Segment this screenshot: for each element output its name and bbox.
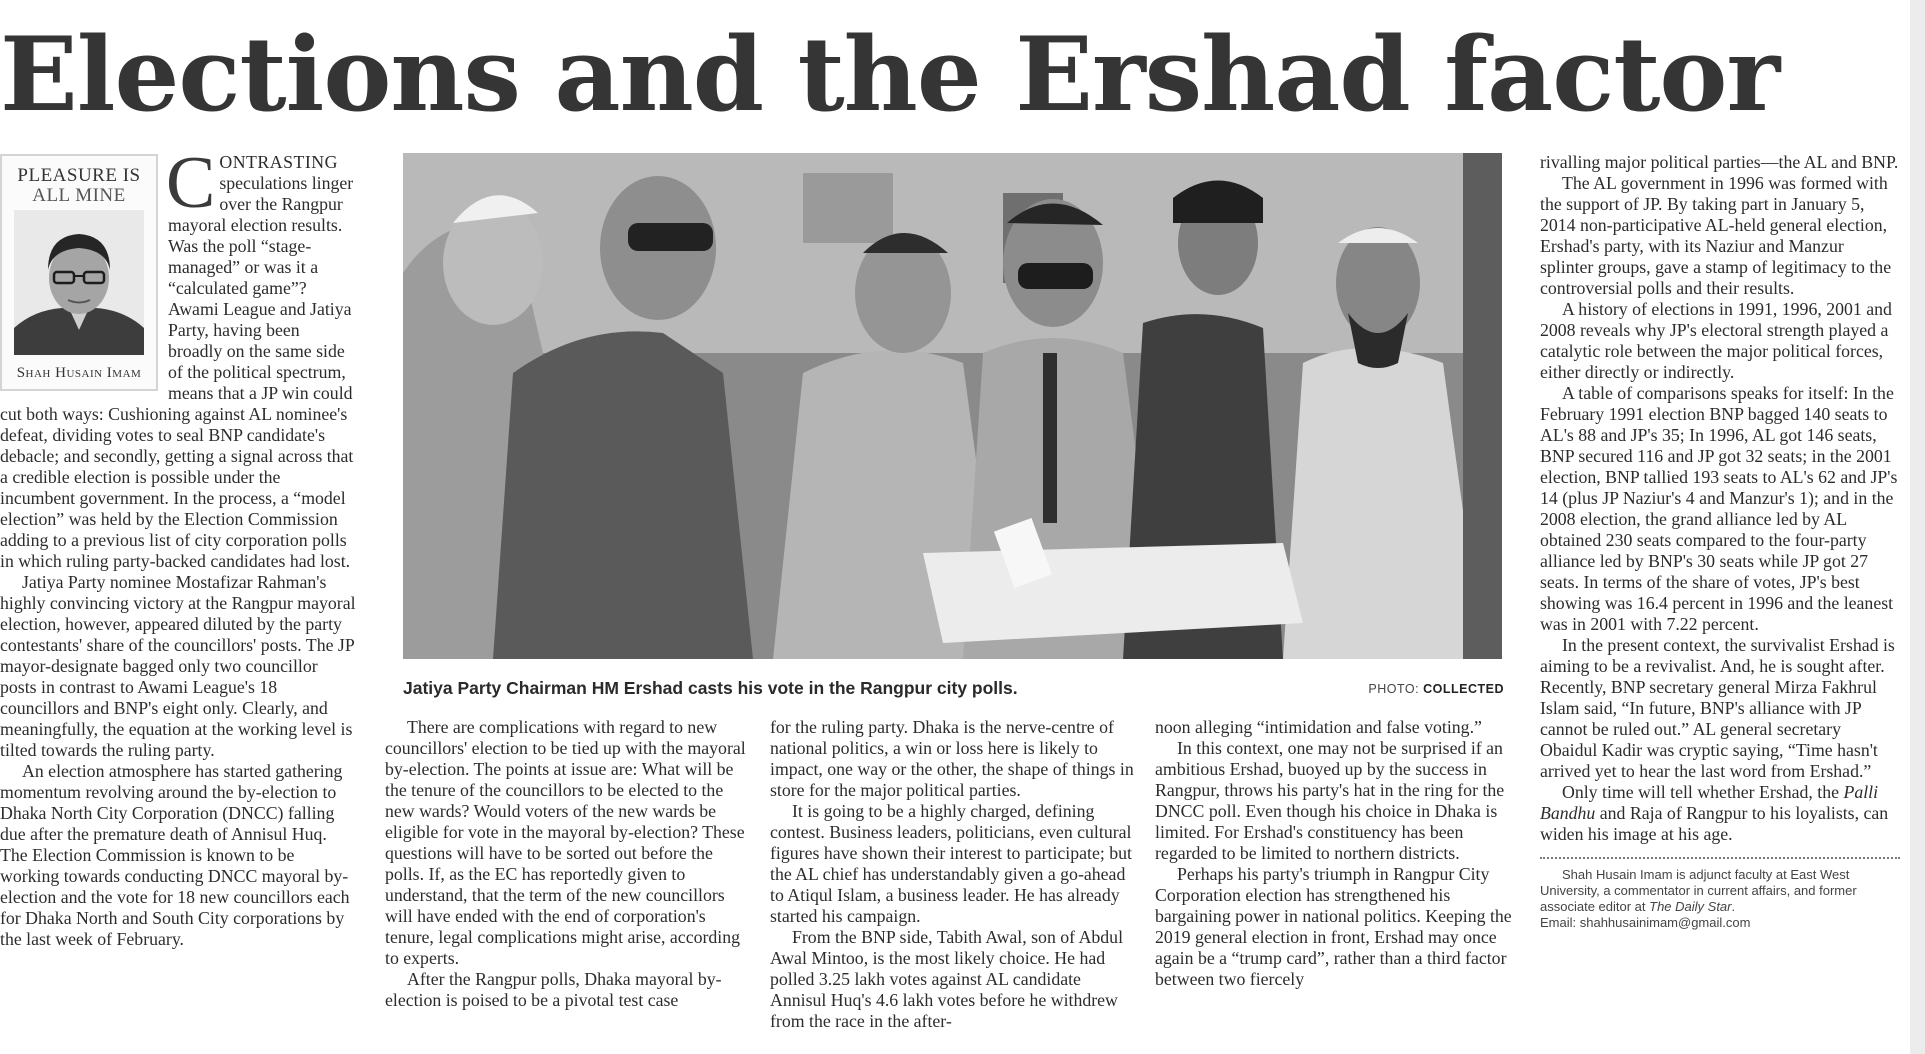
- photo-caption: Jatiya Party Chairman HM Ershad casts his vote in the Rangpur city polls.: [403, 678, 1018, 698]
- drop-cap: C: [166, 142, 216, 224]
- headline: Elections and the Ershad factor: [0, 15, 1780, 135]
- dotted-divider: [1540, 857, 1900, 859]
- article-column-5: [1540, 152, 1900, 931]
- article-paragraph: The AL government in 1996 was formed with the support of JP. By taking part in January 5, 2014 non-participative AL-held general election, Ershad's party, with its Naziur and Manzur splinter groups, gave a stamp of legitimacy to the controversial polls and their results.: [1540, 173, 1892, 298]
- emphasis-text: Palli Bandhu: [1540, 782, 1879, 823]
- article-paragraph: A table of comparisons speaks for itself: In the February 1991 election BNP bagged 140 seats to AL's 88 and JP's 35; In 1996, AL got 146 seats, BNP secured 116 and JP got 32 seats; in the 2001 election, BNP tallied 193 seats to AL's 62 and JP's 14 (plus JP Naziur's 4 and Manzur's 1); and in the 2008 election, the grand alliance led by AL obtained 230 seats compared to the four-party alliance led by BNP's 30 seats while JP got 27 seats. In terms of the share of votes, JP's best showing was 16.4 percent in 1996 and the leanest was in 2001 with 7.22 percent.: [1540, 383, 1898, 634]
- paragraph-text: speculations linger over the Rangpur mayoral election results. Was the poll “stage-managed” or was it a “calculated game”? Awami League and Jatiya Party, having been broadly on the same side of the political spectrum, means that a JP win could cut both ways: Cushioning against AL nominee's defeat, dividing votes to seal BNP candidate's debacle; and secondly, getting a signal across that a credible election is possible under the incumbent government. In the process, a “model election” was held by the Election Commission adding to a previous list of city corporation polls in which ruling party-backed candidates had lost.: [0, 173, 354, 571]
- publication-name: The Daily Star: [1649, 899, 1732, 914]
- photo-credit-value: COLLECTED: [1423, 682, 1504, 696]
- article-paragraph: noon alleging “intimidation and false voting.”: [1155, 717, 1482, 737]
- article-paragraph: Jatiya Party nominee Mostafizar Rahman's highly convincing victory at the Rangpur mayoral election, however, appeared diluted by the party contestants' share of the councillors' posts. The JP mayor-designate bagged only two councillor posts in contrast to Awami League's 18 councillors and BNP's eight only. Clearly, and meaningfully, the equation at the working level is tilted towards the ruling party.: [0, 572, 356, 760]
- article-paragraph: Perhaps his party's triumph in Rangpur City Corporation election has strengthened his bargaining power in national politics. Keeping the 2019 general election in front, Ershad may once again be a “trump card”, rather than a third factor between two fiercely: [1155, 864, 1512, 989]
- column-name-line2: ALL MINE: [32, 185, 126, 206]
- photo-image: [403, 153, 1502, 659]
- column-name-line1: PLEASURE IS: [17, 165, 141, 186]
- article-paragraph: In this context, one may not be surprised if an ambitious Ershad, buoyed up by the success in Rangpur, throws his party's hat in the ring for the DNCC poll. Even though his choice in Dhaka is limited. For Ershad's constituency has been regarded to be limited to northern districts.: [1155, 738, 1505, 863]
- article-column-1: [0, 142, 358, 950]
- article-paragraph: There are complications with regard to new councillors' election to be tied up with the mayoral by-election. The points at issue are: What will be the tenure of the councillors to be elected to the new wards? Would voters of the new wards be eligible for vote in the mayoral by-election? These questions will have to be sorted out before the polls. If, as the EC has reportedly given to understand, that the term of the new councillors will have ended with the end of corporation's tenure, legal complications might arise, according to experts.: [385, 717, 746, 968]
- author-photo: [14, 210, 144, 355]
- article-paragraph: [1540, 782, 1900, 845]
- column-logo-box: [0, 154, 158, 391]
- article-paragraph: A history of elections in 1991, 1996, 2001 and 2008 reveals why JP's electoral strength played a catalytic role between the major political forces, either directly or indirectly.: [1540, 299, 1892, 382]
- article-paragraph: After the Rangpur polls, Dhaka mayoral by-election is poised to be a pivotal test case: [385, 969, 722, 1010]
- page-edge: [1910, 0, 1925, 1054]
- paragraph-text: and Raja of Rangpur to his loyalists, can widen his image at his age.: [1540, 803, 1889, 844]
- article-paragraph: An election atmosphere has started gathering momentum revolving around the by-election to Dhaka North City Corporation (DNCC) falling due after the premature death of Annisul Huq. The Election Commission is known to be working towards conducting DNCC mayoral by-election and the vote for 18 new councillors each for Dhaka North and South City corporations by the last week of February.: [0, 761, 350, 949]
- lead-small-caps: ONTRASTING: [219, 152, 338, 172]
- article-column-2: [385, 717, 750, 1011]
- author-name: Shah Husain Imam: [16, 365, 142, 381]
- bio-text: Shah Husain Imam is adjunct faculty at East West University, a commentator in current affairs, and former associate editor at: [1540, 867, 1857, 914]
- article-paragraph: From the BNP side, Tabith Awal, son of Abdul Awal Mintoo, is the most likely choice. He had polled 3.25 lakh votes against AL candidate Annisul Huq's 4.6 lakh votes before he withdrew from the race in the after-: [770, 927, 1124, 1031]
- article-paragraph: rivalling major political parties—the AL and BNP.: [1540, 152, 1899, 172]
- article-paragraph: It is going to be a highly charged, defining contest. Business leaders, politicians, even cultural figures have shown their interest to participate; but the AL chief has understandably given a go-ahead to Atiqul Islam, a business leader. He has already started his campaign.: [770, 801, 1132, 926]
- news-photo: [403, 153, 1502, 659]
- article-paragraph: for the ruling party. Dhaka is the nerve-centre of national politics, a win or loss here is likely to impact, one way or the other, the shape of things in store for the major political parties.: [770, 717, 1134, 800]
- paragraph-text: Only time will tell whether Ershad, the: [1562, 782, 1844, 802]
- article-column-3: [770, 717, 1135, 1032]
- photo-credit: [1300, 682, 1504, 696]
- photo-credit-label: PHOTO:: [1368, 682, 1420, 696]
- article-column-4: [1155, 717, 1520, 990]
- author-bio: [1540, 867, 1900, 931]
- author-email: Email: shahhusainimam@gmail.com: [1540, 915, 1751, 930]
- bio-text-end: .: [1731, 899, 1736, 914]
- article-paragraph: In the present context, the survivalist Ershad is aiming to be a revivalist. And, he is sought after. Recently, BNP secretary general Mirza Fakhrul Islam said, “In future, BNP's alliance with JP cannot be ruled out.” AL general secretary Obaidul Kadir was cryptic saying, “Time hasn't arrived yet to hear the last word from Ershad.”: [1540, 635, 1895, 781]
